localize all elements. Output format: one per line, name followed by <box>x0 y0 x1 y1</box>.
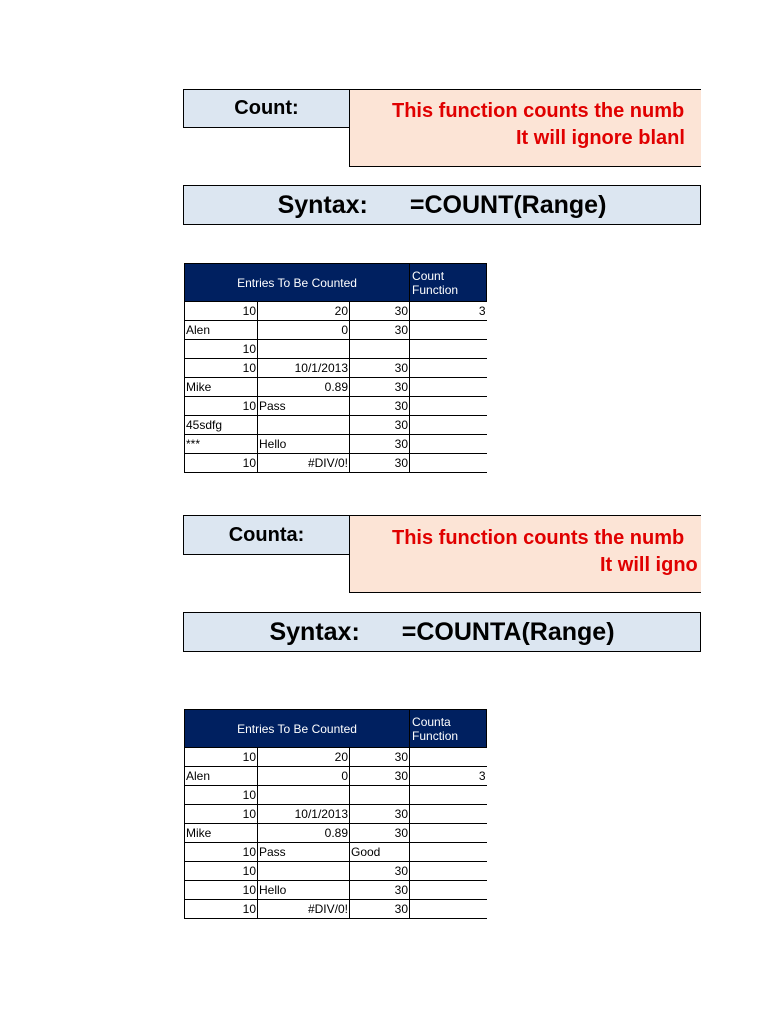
table-cell[interactable] <box>258 416 350 435</box>
table-row <box>185 748 487 767</box>
table-cell[interactable] <box>410 805 487 824</box>
table-cell[interactable] <box>410 862 487 881</box>
counta-header-function <box>410 710 487 748</box>
counta-table <box>184 709 487 919</box>
table-cell[interactable]: #DIV/0! <box>258 900 350 919</box>
table-cell[interactable]: 10 <box>185 881 258 900</box>
table-cell[interactable]: 10 <box>185 862 258 881</box>
counta-label-box <box>183 515 350 555</box>
table-cell[interactable]: 30 <box>350 454 410 473</box>
table-cell[interactable]: 10 <box>185 397 258 416</box>
table-cell[interactable] <box>258 340 350 359</box>
table-cell[interactable]: 10 <box>185 748 258 767</box>
table-cell[interactable]: 30 <box>350 359 410 378</box>
count-table-header <box>185 264 487 302</box>
table-cell[interactable]: 30 <box>350 767 410 786</box>
table-cell[interactable]: 0 <box>258 767 350 786</box>
table-cell[interactable]: 10 <box>185 340 258 359</box>
table-cell[interactable]: 30 <box>350 397 410 416</box>
table-cell[interactable]: Good <box>350 843 410 862</box>
table-cell[interactable]: Hello <box>258 881 350 900</box>
table-cell[interactable] <box>410 340 487 359</box>
table-cell[interactable]: 30 <box>350 416 410 435</box>
table-cell[interactable] <box>350 786 410 805</box>
counta-description-line1: This function counts the numb <box>392 527 685 549</box>
table-row <box>185 340 487 359</box>
count-description-line1: This function counts the numb <box>392 100 685 122</box>
table-row <box>185 805 487 824</box>
table-cell[interactable] <box>350 340 410 359</box>
count-header-function-line1: Count <box>412 268 445 283</box>
table-cell[interactable]: 20 <box>258 302 350 321</box>
table-cell[interactable] <box>258 786 350 805</box>
table-cell[interactable]: 30 <box>350 881 410 900</box>
table-cell[interactable] <box>410 454 487 473</box>
table-row <box>185 416 487 435</box>
table-row <box>185 824 487 843</box>
table-cell[interactable]: 30 <box>350 435 410 454</box>
count-label: Count: <box>234 97 299 119</box>
count-syntax-label: Syntax: <box>277 190 368 219</box>
table-cell[interactable] <box>410 359 487 378</box>
counta-table-header <box>185 710 487 748</box>
count-syntax-box <box>183 185 701 225</box>
table-cell[interactable] <box>410 416 487 435</box>
count-table <box>184 263 487 473</box>
counta-description-clip <box>701 514 768 594</box>
table-cell[interactable]: Pass <box>258 397 350 416</box>
counta-label: Counta: <box>228 523 305 546</box>
table-cell[interactable]: 30 <box>350 748 410 767</box>
table-row <box>185 900 487 919</box>
table-cell[interactable]: 10/1/2013 <box>258 805 350 824</box>
table-cell[interactable]: Mike <box>185 378 258 397</box>
counta-description-line2: It will igno <box>600 554 698 576</box>
table-row <box>185 359 487 378</box>
table-cell[interactable]: 10 <box>185 359 258 378</box>
table-cell[interactable] <box>410 321 487 340</box>
count-header-entries: Entries To Be Counted <box>185 264 410 302</box>
table-cell[interactable] <box>410 881 487 900</box>
table-cell[interactable] <box>258 862 350 881</box>
table-cell[interactable]: 30 <box>350 862 410 881</box>
counta-syntax-box <box>183 612 701 652</box>
table-row <box>185 321 487 340</box>
counta-header-function-line1: Counta <box>412 714 451 729</box>
table-cell[interactable] <box>410 435 487 454</box>
table-row <box>185 435 487 454</box>
table-cell[interactable]: Hello <box>258 435 350 454</box>
table-cell[interactable]: 0 <box>258 321 350 340</box>
count-description-line2: It will ignore blanl <box>516 127 685 149</box>
table-cell[interactable]: 20 <box>258 748 350 767</box>
table-cell[interactable] <box>410 748 487 767</box>
count-description-clip <box>701 88 768 168</box>
table-cell[interactable]: #DIV/0! <box>258 454 350 473</box>
table-cell[interactable]: Alen <box>185 767 258 786</box>
count-function-result[interactable]: 3 <box>410 302 487 321</box>
table-cell[interactable]: 30 <box>350 302 410 321</box>
counta-function-result[interactable]: 3 <box>410 767 487 786</box>
table-cell[interactable]: 10 <box>185 454 258 473</box>
table-row <box>185 454 487 473</box>
table-row <box>185 767 487 786</box>
table-cell[interactable]: 30 <box>350 378 410 397</box>
table-cell[interactable]: 30 <box>350 900 410 919</box>
table-cell[interactable] <box>410 843 487 862</box>
table-cell[interactable]: 10/1/2013 <box>258 359 350 378</box>
table-cell[interactable] <box>410 378 487 397</box>
table-cell[interactable]: 30 <box>350 824 410 843</box>
count-header-function-line2: Function <box>412 282 459 297</box>
table-cell[interactable] <box>410 786 487 805</box>
table-row <box>185 302 487 321</box>
table-row <box>185 397 487 416</box>
table-cell[interactable]: 10 <box>185 843 258 862</box>
table-row <box>185 881 487 900</box>
count-label-box <box>183 89 350 128</box>
table-cell[interactable]: Mike <box>185 824 258 843</box>
table-cell[interactable]: Pass <box>258 843 350 862</box>
table-cell[interactable]: 0.89 <box>258 378 350 397</box>
table-cell[interactable]: 10 <box>185 302 258 321</box>
table-cell[interactable]: 10 <box>185 805 258 824</box>
table-row <box>185 378 487 397</box>
table-cell[interactable]: 30 <box>350 321 410 340</box>
count-header-function <box>410 264 487 302</box>
table-cell[interactable]: Alen <box>185 321 258 340</box>
table-cell[interactable] <box>410 397 487 416</box>
counta-header-entries: Entries To Be Counted <box>185 710 410 748</box>
table-cell[interactable]: *** <box>185 435 258 454</box>
counta-header-function-line2: Function <box>412 728 459 743</box>
table-row <box>185 862 487 881</box>
counta-syntax-label: Syntax: <box>269 617 360 646</box>
table-cell[interactable]: 0.89 <box>258 824 350 843</box>
table-cell[interactable]: 30 <box>350 805 410 824</box>
table-row <box>185 843 487 862</box>
counta-syntax-formula: =COUNTA(Range) <box>401 617 615 646</box>
table-cell[interactable] <box>410 900 487 919</box>
table-cell[interactable]: 10 <box>185 900 258 919</box>
table-row <box>185 786 487 805</box>
table-cell[interactable] <box>410 824 487 843</box>
table-cell[interactable]: 45sdfg <box>185 416 258 435</box>
table-cell[interactable]: 10 <box>185 786 258 805</box>
count-syntax-formula: =COUNT(Range) <box>409 190 607 219</box>
